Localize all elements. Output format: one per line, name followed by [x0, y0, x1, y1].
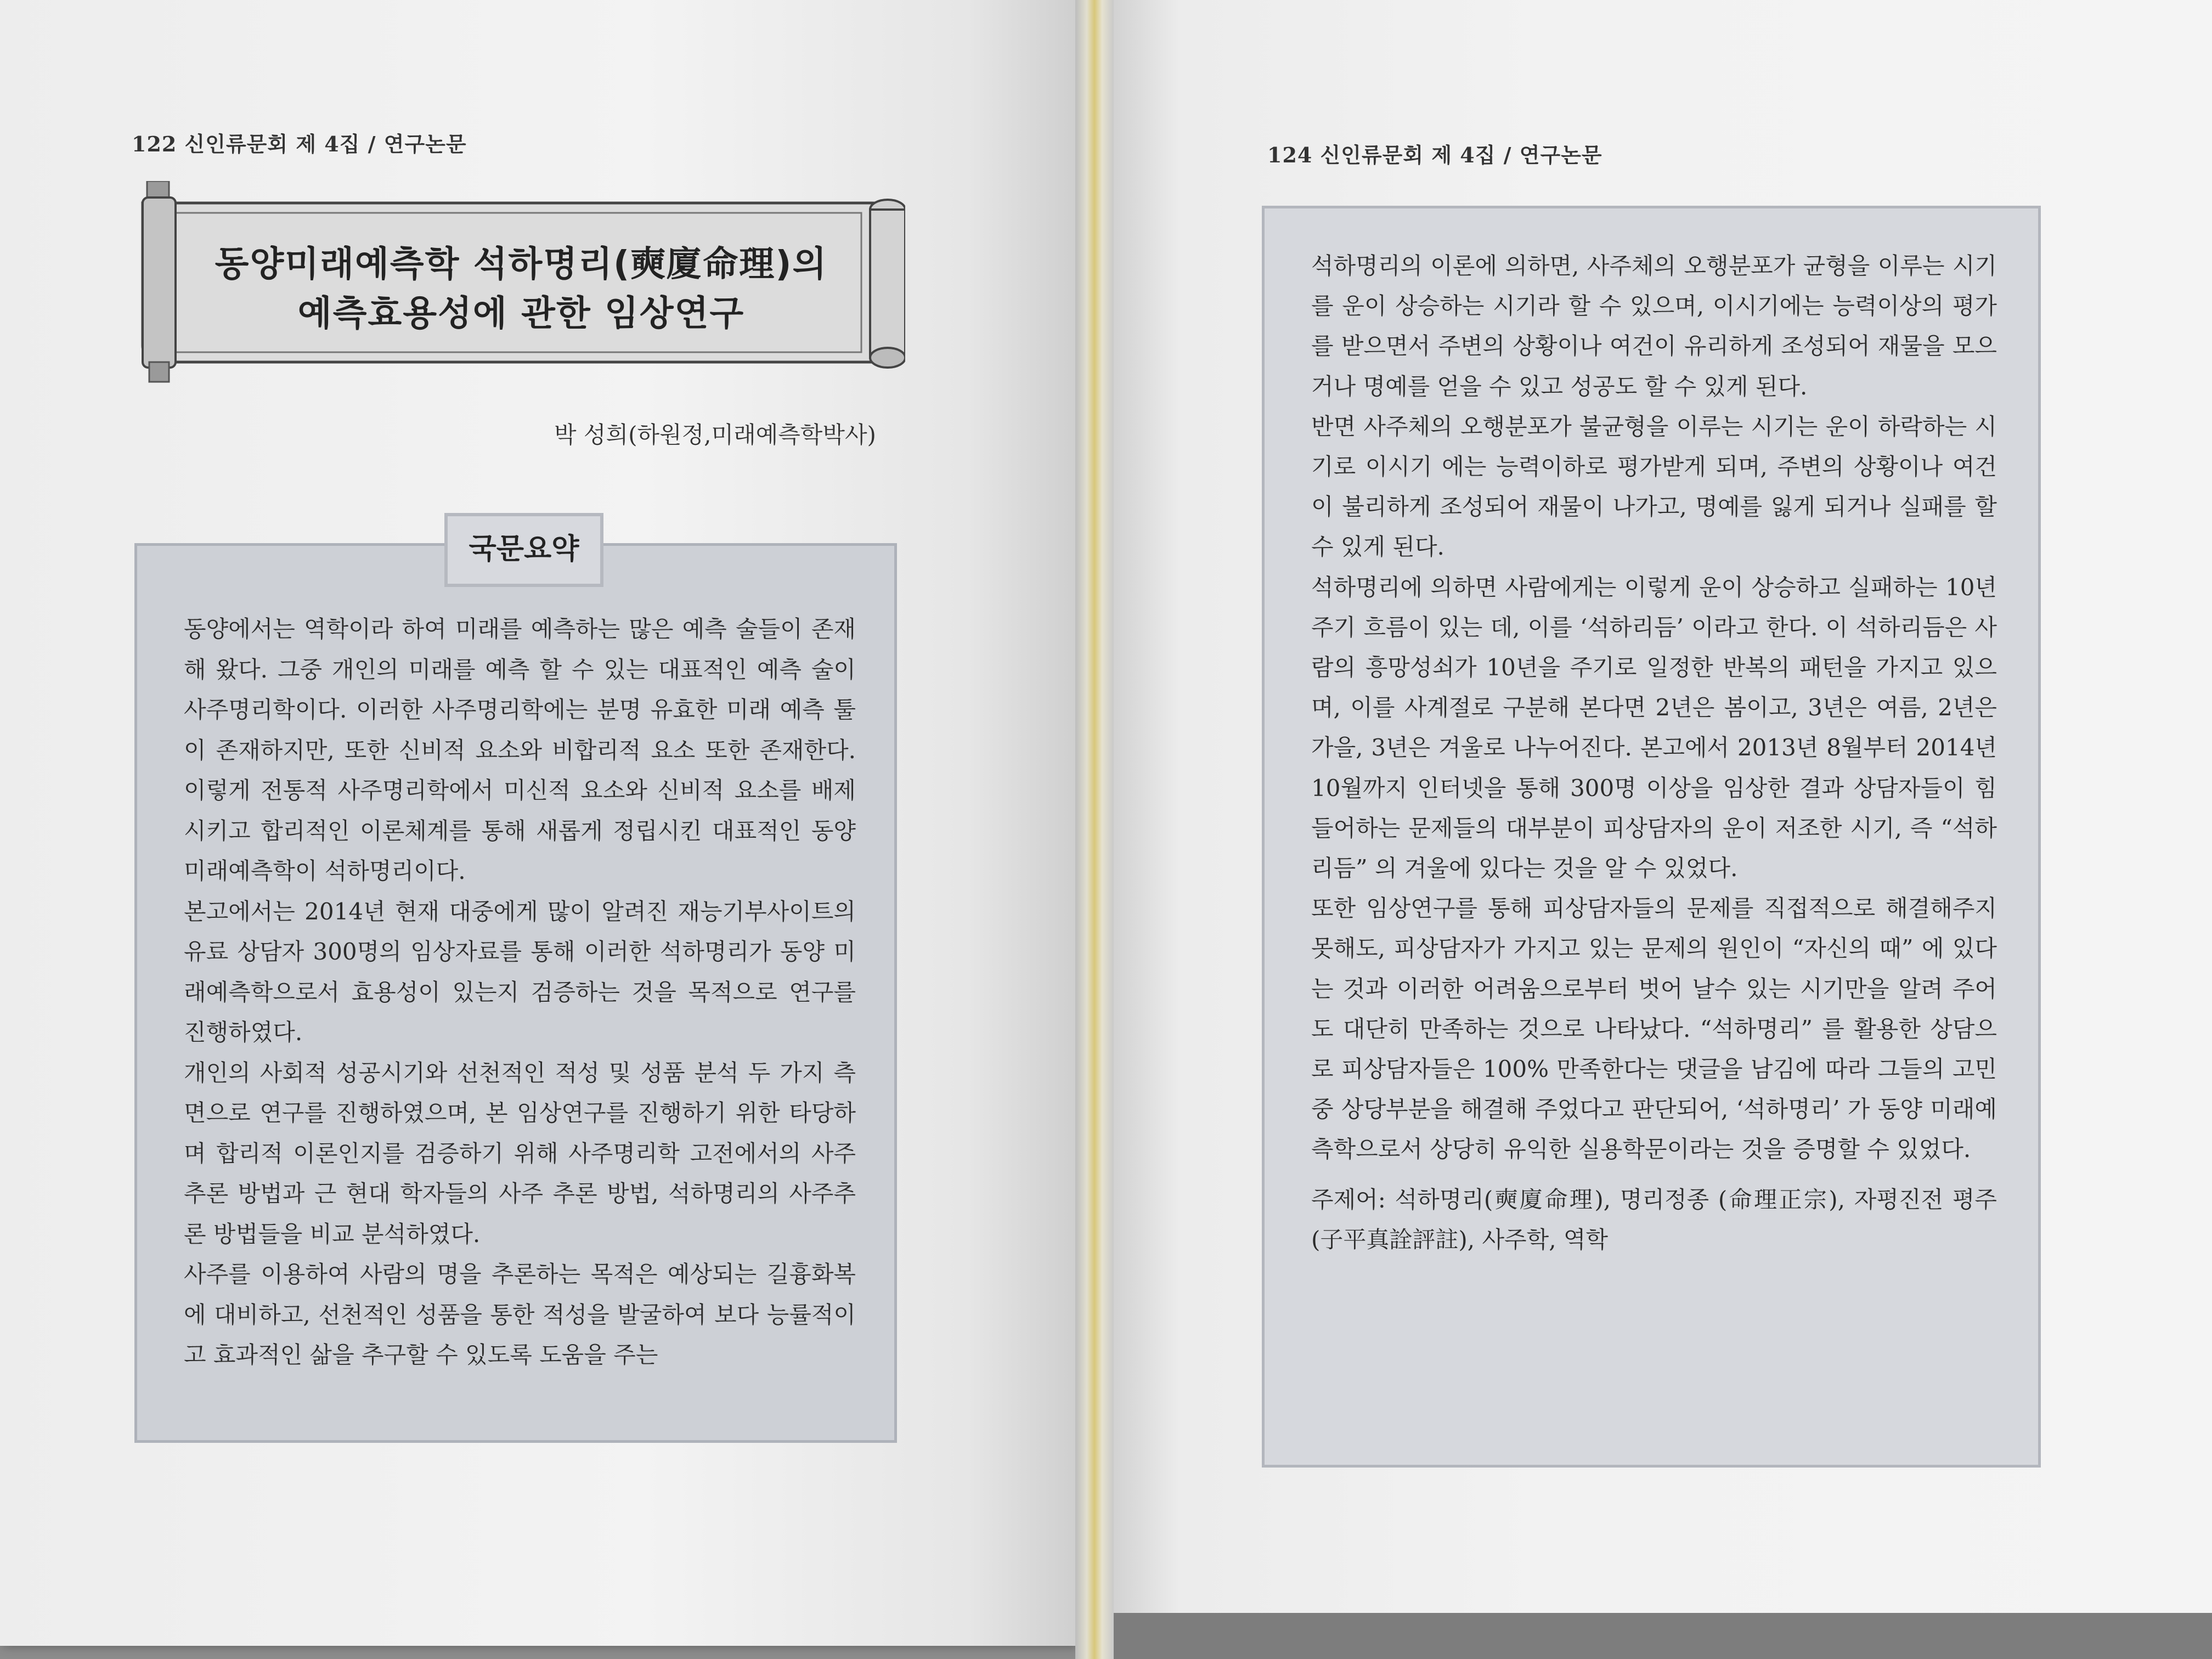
- book-spine: [1075, 0, 1114, 1659]
- abstract-text: [184, 609, 856, 1375]
- abstract-label: 국문요약: [444, 513, 603, 587]
- author-line: 박 성희(하원정,미래예측학박사): [554, 421, 876, 448]
- body-paragraph: 반면 사주체의 오행분포가 불균형을 이루는 시기는 운이 하락하는 시기로 이시기 에는 능력이하로 평가받게 되며, 주변의 상황이나 여건이 불리하게 조성되어 재물이 나가고, 명예를 잃게 되거나 실패를 할 수 있게 된다.: [1311, 413, 1997, 561]
- left-page: [0, 0, 1075, 1646]
- right-text: [1311, 246, 1997, 1260]
- running-head-right: 124 신인류문회 제 4집 / 연구논문: [1267, 143, 1602, 167]
- right-text-box: [1262, 206, 2041, 1468]
- abstract-box: [134, 543, 897, 1443]
- abstract-paragraph: 동양에서는 역학이라 하여 미래를 예측하는 많은 예측 술들이 존재해 왔다. 그중 개인의 미래를 예측 할 수 있는 대표적인 예측 술이 사주명리학이다. 이러한 사주명리학에는 분명 유효한 미래 예측 툴이 존재하지만, 또한 신비적 요소와 비합리적 요소 또한 존재한다. 이렇게 전통적 사주명리학에서 미신적 요소와 신비적 요소를 배제시키고 합리적인 이론체계를 통해 새롭게 정립시킨 대표적인 동양 미래예측학이 석하명리이다.: [184, 616, 856, 884]
- body-paragraph: 석하명리의 이론에 의하면, 사주체의 오행분포가 균형을 이루는 시기를 운이 상승하는 시기라 할 수 있으며, 이시기에는 능력이상의 평가를 받으면서 주변의 상황이나 여건이 유리하게 조성되어 재물을 모으거나 명예를 얻을 수 있고 성공도 할 수 있게 된다.: [1311, 252, 1997, 400]
- abstract-paragraph: 개인의 사회적 성공시기와 선천적인 적성 및 성품 분석 두 가지 측면으로 연구를 진행하였으며, 본 임상연구를 진행하기 위한 타당하며 합리적 이론인지를 검증하기 위해 사주명리학 고전에서의 사주추론 방법과 근 현대 학자들의 사주 추론 방법, 석하명리의 사주추론 방법들을 비교 분석하였다.: [184, 1059, 856, 1248]
- body-paragraph: 또한 임상연구를 통해 피상담자들의 문제를 직접적으로 해결해주지 못해도, 피상담자가 가지고 있는 문제의 원인이 “자신의 때” 에 있다는 것과 이러한 어려움으로부터 벗어 날수 있는 시기만을 알려 주어도 대단히 만족하는 것으로 나타났다. “석하명리” 를 활용한 상담으로 피상담자들은 100% 만족한다는 댓글을 남김에 따라 그들의 고민 중 상당부분을 해결해 주었다고 판단되어, ‘석하명리’ 가 동양 미래예측학으로서 상당히 유익한 실용학문이라는 것을 증명할 수 있었다.: [1311, 895, 1997, 1163]
- keywords: 주제어: 석하명리(奭廈命理), 명리정종 (命理正宗), 자평진전 평주(子平真詮評註), 사주학, 역학: [1311, 1186, 1997, 1253]
- title-scroll-banner: [137, 181, 905, 384]
- running-head-left: 122 신인류문회 제 4집 / 연구논문: [132, 132, 467, 156]
- title-line-2: 예측효용성에 관한 임상연구: [297, 294, 745, 334]
- abstract-paragraph: 본고에서는 2014년 현재 대중에게 많이 알려진 재능기부사이트의 유료 상담자 300명의 임상자료를 통해 이러한 석하명리가 동양 미래예측학으로서 효용성이 있는지 검증하는 것을 목적으로 연구를 진행하였다.: [184, 898, 856, 1046]
- abstract-paragraph: 사주를 이용하여 사람의 명을 추론하는 목적은 예상되는 길흉화복에 대비하고, 선천적인 성품을 통한 적성을 발굴하여 보다 능률적이고 효과적인 삶을 추구할 수 있도록 도움을 주는: [184, 1261, 856, 1368]
- title-line-1: 동양미래예측학 석하명리(奭廈命理)의: [215, 244, 828, 285]
- body-paragraph: 석하명리에 의하면 사람에게는 이렇게 운이 상승하고 실패하는 10년주기 흐름이 있는 데, 이를 ‘석하리듬’ 이라고 한다. 이 석하리듬은 사람의 흥망성쇠가 10년을 주기로 일정한 반복의 패턴을 가지고 있으며, 이를 사계절로 구분해 본다면 2년은 봄이고, 3년은 여름, 2년은 가을, 3년은 겨울로 나누어진다. 본고에서 2013년 8월부터 2014년 10월까지 인터넷을 통해 300명 이상을 임상한 결과 상담자들이 힘들어하는 문제들의 대부분이 피상담자의 운이 저조한 시기, 즉 “석하리듬” 의 겨울에 있다는 것을 알 수 있었다.: [1311, 573, 1997, 882]
- background-strip: [1114, 1613, 2212, 1659]
